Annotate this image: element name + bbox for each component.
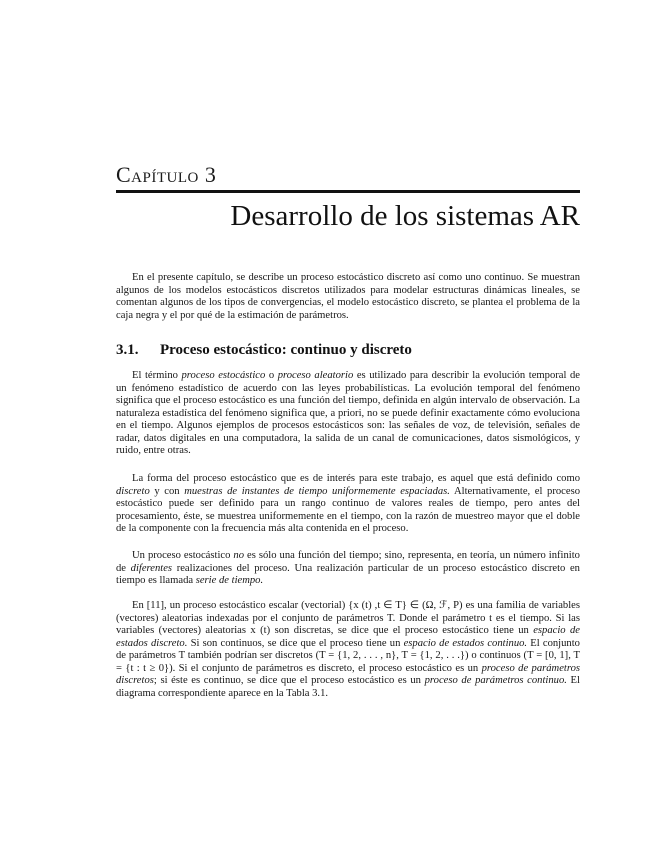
- intro-paragraph: En el presente capítulo, se describe un proceso estocástico discreto así como uno continuo. Se muestran algunos de los modelos estocásticos discretos utilizados para modelar estructuras dinámicas lineales, se comentan algunos de los tipos de convergencias, el modelo estocástico discreto, se plantea el problema de la caja negra y el por qué de la estimación de parámetros.: [116, 272, 580, 321]
- p4-text-4: ; si éste es continuo, se dice que el proceso estocástico es un: [153, 675, 425, 686]
- p2-text-2: y con: [149, 485, 185, 497]
- paragraph-1: [116, 370, 580, 458]
- p4-emphasis-2: espacio de estados continuo.: [403, 637, 528, 649]
- p1-emphasis-1: proceso estocástico: [181, 370, 266, 381]
- p2-emphasis-1: discreto: [116, 485, 150, 497]
- p3-text-2: es sólo una función del tiempo; sino, representa, en teoría, un número infinito de: [116, 550, 580, 574]
- p3-text-1: Un proceso estocástico: [132, 550, 234, 561]
- chapter-label: Capítulo 3: [116, 162, 217, 187]
- p4-text-2: Si son continuos, se dice que el proceso tiene un: [187, 637, 404, 649]
- p1-emphasis-2: proceso aleatorio: [277, 370, 354, 381]
- p3-emphasis-3: serie de tiempo.: [195, 575, 264, 586]
- p4-text-3: El conjunto de parámetros T también podrían ser discretos (T = {1, 2, . . . , n}, T = {1, 2, . . .}) o continuos (T = [0, 1], T = {t : t ≥ 0}). Si el conjunto de parámetros es discreto, el proceso estocástico es un: [116, 637, 580, 674]
- p4-text-5: El diagrama correspondiente aparece en la Tabla 3.1.: [116, 675, 580, 699]
- paragraph-2: [116, 473, 580, 536]
- p4-emphasis-1: espacio de estados discreto.: [116, 625, 580, 649]
- p4-emphasis-4: proceso de parámetros continuo.: [424, 675, 567, 686]
- p2-emphasis-2: muestras de instantes de tiempo uniformemente espaciadas.: [184, 485, 450, 497]
- paragraph-3: [116, 550, 580, 588]
- p4-text-1: En [11], un proceso estocástico escalar (vectorial) {x (t) ,t ∈ T} ∈ (Ω, ℱ, P) es una familia de variables (vectores) aleatorias indexadas por el conjunto de parámetros T. Donde el parámetro t es el tiempo. Si las variables (vectores) aleatorias x (t) son discretas, se dice que el proceso estocástico tiene un: [116, 600, 580, 636]
- p4-emphasis-3: proceso de parámetros discretos: [116, 662, 580, 686]
- section-title: Proceso estocástico: continuo y discreto: [160, 342, 412, 358]
- p1-text-3: es utilizado para describir la evolución temporal de un fenómeno estadístico de acuerdo con las leyes probabilísticas. La evolución temporal del fenómeno significa que el proceso estocástico es una función del tiempo, definida en algún intervalo de observación. La naturaleza estadística del fenómeno significa que, a priori, no se puede definir exactamente cómo evoluciona en el tiempo. Algunos ejemplos de procesos estocásticos son: las señales de voz, de televisión, señales de radar, datos digitales en una computadora, la salida de un canal de comunicaciones, datos sismológicos, y ruido, entre otras.: [116, 370, 581, 456]
- p1-text-1: El término: [132, 370, 182, 381]
- p3-emphasis-2: diferentes: [130, 562, 173, 574]
- p1-text-2: o: [265, 370, 278, 381]
- chapter-title: Desarrollo de los sistemas AR: [230, 200, 580, 232]
- p2-text-1: La forma del proceso estocástico que es de interés para este trabajo, es aquel que está definido como: [132, 473, 580, 484]
- section-number: 3.1.: [116, 342, 139, 358]
- p3-emphasis-1: no: [233, 550, 244, 561]
- paragraph-4: [116, 600, 580, 700]
- p2-text-3: Alternativamente, el proceso estocástico puede ser definido para un rango continuo de valores reales de tiempo, pero antes del procesamiento, éste, se muestrea uniformemente en el tiempo, con la razón de muestreo mayor que el doble de la componente con la frecuencia más alta contenida en el proceso.: [116, 485, 580, 534]
- section-heading: [116, 342, 412, 359]
- p3-text-3: realizaciones del proceso. Una realización particular de un proceso estocástico discreto en tiempo es llamada: [116, 562, 580, 586]
- chapter-rule: [116, 190, 580, 193]
